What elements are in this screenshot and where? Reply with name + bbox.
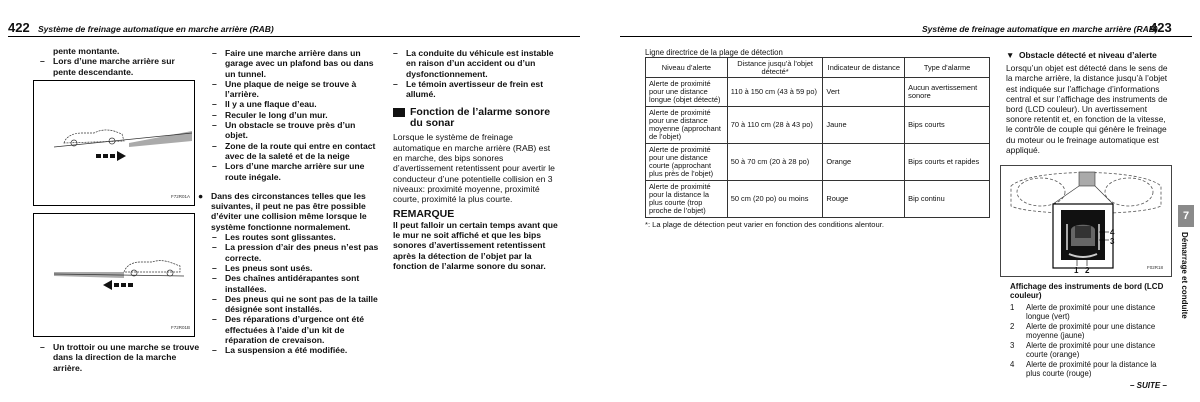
right-column (1006, 50, 1171, 155)
figure-car-uphill (33, 80, 195, 206)
table-header: Type d’alarme (905, 58, 990, 78)
table-cell: Orange (823, 144, 905, 181)
sub-list-item: – La pression d’air des pneus n’est pas correcte. (212, 242, 379, 263)
table-cell: Bips courts (905, 107, 990, 144)
list-item: – Une plaque de neige se trouve à l’arrière. (212, 78, 357, 100)
table-row (646, 107, 990, 144)
table-header: Distance jusqu’à l’objet détecté* (727, 58, 823, 78)
left-header-title: Système de freinage automatique en marche arrière (RAB) (38, 24, 274, 34)
legend-item: 2 Alerte de proximité pour une distance moyenne (jaune) (1010, 321, 1156, 340)
sub-list-item: – Des pneus qui ne sont pas de la taille désignée sont installés. (212, 293, 378, 315)
table-row (646, 181, 990, 218)
figure-code: F72R01A (170, 194, 190, 199)
instrument-cluster-figure (1000, 165, 1172, 277)
figure-caption: Affichage des instruments de bord (LCD couleur) (1010, 282, 1164, 301)
table-cell: 110 à 150 cm (43 à 59 po) (727, 78, 823, 107)
gauge-right (1105, 178, 1153, 206)
list-item: – Lors d’une marche arrière sur pente descendante. (40, 56, 175, 77)
instrument-cluster-illustration (1001, 166, 1171, 276)
table-cell: 50 à 70 cm (20 à 28 po) (727, 144, 823, 181)
table-cell: 70 à 110 cm (28 à 43 po) (727, 107, 823, 144)
figure-label: 2 (1085, 266, 1090, 275)
car-slope-illustration (34, 214, 194, 336)
figure-caption-block (1010, 282, 1170, 379)
section-title: Fonction de l’alarme sonore du sonar (410, 106, 551, 130)
sub-list-item: – Les pneus sont usés. (212, 262, 313, 273)
legend-item: 4 Alerte de proximité pour la distance la plus courte (rouge) (1010, 359, 1157, 378)
sub-list-item: – Les routes sont glissantes. (212, 232, 336, 243)
table-cell: Vert (823, 78, 905, 107)
remarque-title: REMARQUE (393, 207, 455, 220)
chapter-tab: 7 (1178, 205, 1194, 227)
chapter-side-label: Démarrage et conduite (1180, 232, 1189, 319)
table-cell: Aucun avertissement sonore (905, 78, 990, 107)
list-item: – Reculer le long d’un mur. (212, 109, 328, 120)
table-row (646, 144, 990, 181)
obstacle-heading: ▼ Obstacle détecté et niveau d’alerte (1006, 50, 1157, 60)
list-item: – Faire une marche arrière dans un garage avec un plafond bas ou dans un tunnel. (212, 48, 374, 79)
arrow-left-icon (103, 280, 133, 290)
legend-item: 1 Alerte de proximité pour une distance longue (vert) (1010, 302, 1156, 321)
figure-label: 1 (1074, 266, 1079, 275)
list-item: – Il y a une flaque d’eau. (212, 99, 317, 110)
list-item: – Le témoin avertisseur de frein est allumé. (393, 78, 544, 100)
left-column-1-bottom (40, 342, 200, 373)
table-cell: 50 cm (20 po) ou moins (727, 181, 823, 218)
gauge-left (1017, 178, 1065, 206)
figure-code: F02R18 (1146, 265, 1163, 270)
left-column-2 (198, 48, 380, 356)
table-header: Indicateur de distance (823, 58, 905, 78)
suite-label: – SUITE – (1130, 381, 1167, 390)
figure-code: F72R01B (170, 325, 190, 330)
legend-item: 3 Alerte de proximité pour une distance courte (orange) (1010, 340, 1156, 359)
sub-list-item: – La suspension a été modifiée. (212, 345, 348, 356)
table-header: Niveau d’alerte (646, 58, 728, 78)
slope-shade (129, 131, 192, 147)
right-header-rule (620, 36, 1192, 37)
list-item: – Un trottoir ou une marche se trouve dans la direction de la marche arrière. (40, 342, 200, 373)
remarque-body: Il peut falloir un certain temps avant que le mur ne soit affiché et que les bips sonores d’avertissement retentissent après la détection de l’objet par la fonction de l’alarme sonore du sonar. (393, 219, 558, 272)
table-cell: Alerte de proximité pour la distance la plus courte (trop proche de l’objet) (646, 181, 728, 218)
table-footnote: *: La plage de détection peut varier en fonction des conditions alentour. (645, 220, 884, 229)
table-cell: Bip continu (905, 181, 990, 218)
table-cell: Alerte de proximité pour une distance moyenne (approchant de l’objet) (646, 107, 728, 144)
list-item: – La conduite du véhicule est instable en raison d’un accident ou d’un dysfonctionnement. (393, 48, 554, 79)
right-page-number: 423 (1150, 20, 1172, 35)
table-header-row (646, 58, 990, 78)
figure-legend (1010, 303, 1170, 378)
section-body: Lorsque le système de freinage automatique en marche arrière (RAB) est en marche, des bips sonores d’avertissement retentissent pour avertir le conducteur d’une potentielle collision en 3 niveaux: proximité moyenne, proximité courte, proximité la plus courte. (393, 132, 555, 205)
bullet-item: ● Dans des circonstances telles que les suivantes, il peut ne pas être possible d’éviter une collision même lorsque le système fonctionne normalement. (198, 190, 367, 232)
table-caption: Ligne directrice de la plage de détection (645, 48, 783, 57)
table-cell: Alerte de proximité pour une distance courte (approchant plus près de l’objet) (646, 144, 728, 181)
detection-table-wrapper (645, 57, 990, 218)
obstacle-body: Lorsqu’un objet est détecté dans le sens de la marche arrière, la distance jusqu’à l’objet est indiquée sur l’affichage d’informations central et sur l’affichage des instruments de bord (LCD couleur). Un avertissement sonore retentit et, en fonction de la vitesse, le contrôle de couple qui génère le freinage du moteur ou le freinage automatique est appliqué. (1006, 63, 1168, 155)
list-item: – Lors d’une marche arrière sur une route inégale. (212, 161, 365, 182)
list-item: – Zone de la route qui entre en contact avec de la saleté et de la neige (212, 140, 376, 161)
figure-car-downhill (33, 213, 195, 337)
section-heading (393, 107, 561, 129)
table-row (646, 78, 990, 107)
car-slope-illustration (34, 81, 194, 205)
figure-label: 4 (1110, 228, 1115, 237)
detection-table (645, 57, 990, 218)
list-item: – Un obstacle se trouve près d’un objet. (212, 120, 356, 141)
arrow-right-icon (96, 151, 126, 161)
sub-list-item: – Des chaînes antidérapantes sont installées. (212, 273, 360, 294)
table-cell: Bips courts et rapides (905, 144, 990, 181)
left-page-number: 422 (8, 20, 30, 35)
left-column-1 (40, 46, 200, 77)
table-cell: Jaune (823, 107, 905, 144)
sub-list-item: – Des réparations d’urgence ont été effectuées à l’aide d’un kit de réparation de crevaison. (212, 314, 364, 346)
square-bullet-icon (393, 108, 405, 117)
lcd-screen (1079, 172, 1095, 186)
left-column-3 (393, 48, 561, 271)
right-header-title: Système de freinage automatique en marche arrière (RAB) (922, 24, 1158, 34)
figure-label: 3 (1110, 237, 1115, 246)
left-header-rule (8, 36, 580, 37)
table-cell: Alerte de proximité pour une distance longue (objet détecté) (646, 78, 728, 107)
table-cell: Rouge (823, 181, 905, 218)
text-continuation: pente montante. (53, 46, 120, 56)
triangle-down-icon: ▼ (1006, 50, 1015, 60)
